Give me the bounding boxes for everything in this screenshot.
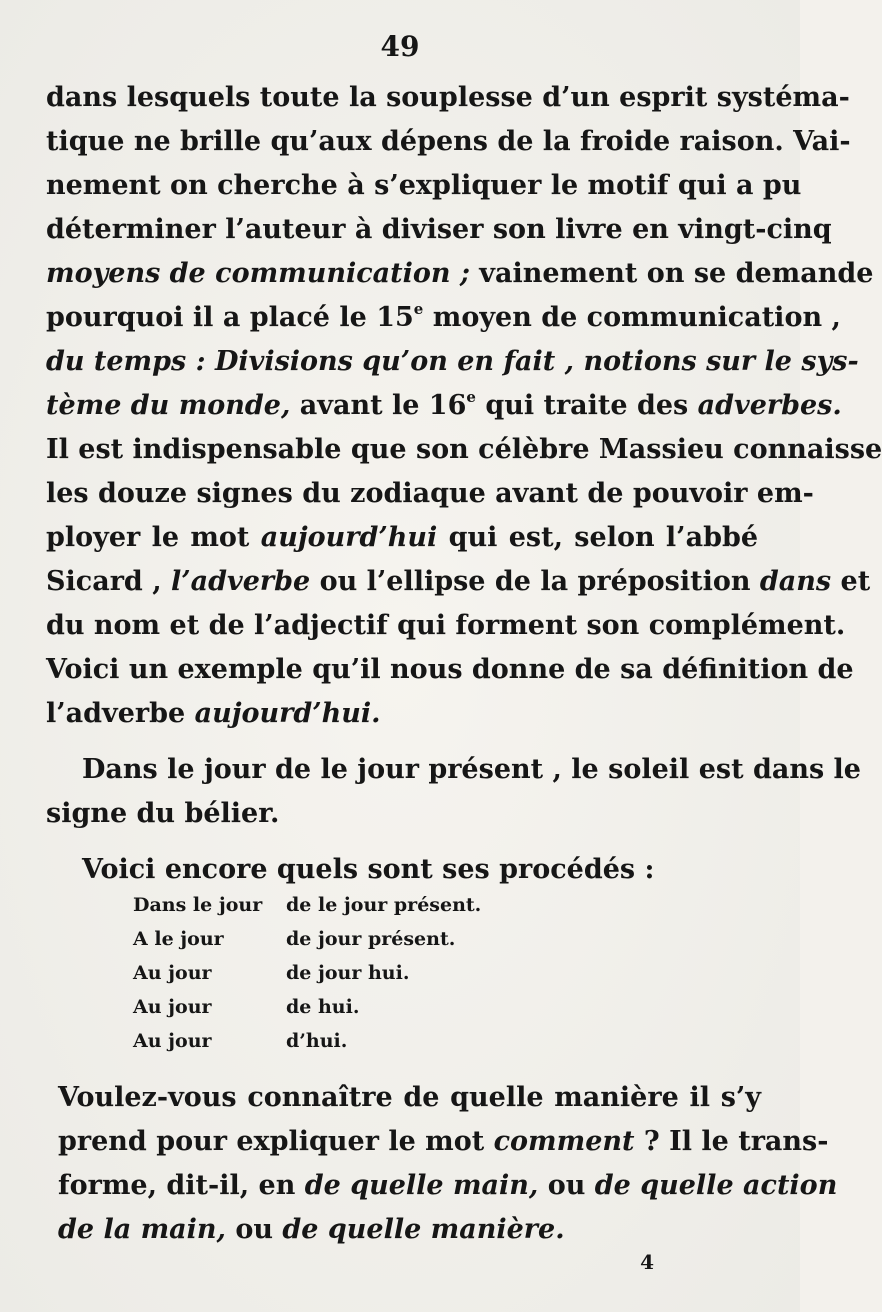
text-span: pourquoi il a placé le 15 xyxy=(46,302,414,333)
example-table xyxy=(133,888,506,1058)
paragraph-4 xyxy=(58,1076,838,1252)
text-line xyxy=(46,692,758,736)
text-span: moyen de communication , xyxy=(423,302,841,333)
text-line: les douze signes du zodiaque avant de pouvoir em- xyxy=(46,478,814,509)
italic-text: aujourd’hui xyxy=(260,522,438,553)
text-span: prend pour expliquer le mot xyxy=(58,1126,494,1157)
table-row xyxy=(133,956,506,990)
text-line: Il est indispensable que son célèbre Massieu connaisse xyxy=(46,434,882,465)
italic-text: moyens de communication ; xyxy=(46,258,470,289)
italic-text: adverbes. xyxy=(697,390,842,421)
text-span: qui traite des xyxy=(475,390,698,421)
text-span: forme, dit-il, en xyxy=(58,1170,305,1201)
text-line xyxy=(46,560,871,604)
text-line xyxy=(46,252,874,296)
text-span: l’adverbe xyxy=(46,698,195,729)
table-cell: Au jour xyxy=(133,996,212,1018)
table-cell: de jour présent. xyxy=(286,928,456,950)
table-row xyxy=(133,1024,506,1058)
text-span: ou l’ellipse de la préposition xyxy=(310,566,760,597)
table-cell: de jour hui. xyxy=(286,962,410,984)
italic-text: tème du monde, xyxy=(46,390,291,421)
table-row xyxy=(133,922,506,956)
table-cell: Dans le jour xyxy=(133,894,263,916)
italic-text: de quelle manière. xyxy=(282,1214,565,1245)
text-line: tique ne brille qu’aux dépens de la froide raison. Vai- xyxy=(46,126,851,157)
signature-mark: 4 xyxy=(640,1250,654,1274)
text-line: Voulez-vous connaître de quelle manière il s’y xyxy=(58,1082,761,1113)
text-line xyxy=(46,516,758,560)
text-line xyxy=(58,1208,761,1252)
text-line: dans lesquels toute la souplesse d’un esprit systéma- xyxy=(46,82,850,113)
text-line: déterminer l’auteur à diviser son livre en vingt-cinq xyxy=(46,214,832,245)
table-cell: d’hui. xyxy=(286,1030,348,1052)
italic-text: aujourd’hui. xyxy=(194,698,381,729)
table-cell: Au jour xyxy=(133,1030,212,1052)
text-span: vainement on se demande xyxy=(469,258,874,289)
table-cell: A le jour xyxy=(133,928,224,950)
text-span: ? Il le trans- xyxy=(634,1126,829,1157)
superscript: e xyxy=(466,388,476,406)
table-cell: de hui. xyxy=(286,996,360,1018)
text-span: et xyxy=(831,566,871,597)
text-span: avant le 16 xyxy=(290,390,467,421)
text-line xyxy=(46,340,859,384)
italic-text: de quelle main, xyxy=(304,1170,539,1201)
italic-text: de la main, xyxy=(58,1214,226,1245)
italic-text: l’adverbe xyxy=(171,566,311,597)
italic-text: dans xyxy=(759,566,832,597)
italic-text: comment xyxy=(493,1126,635,1157)
text-line: Dans le jour de le jour présent , le soleil est dans le xyxy=(82,754,861,785)
table-row xyxy=(133,990,506,1024)
text-line xyxy=(58,1120,829,1164)
text-span: ou xyxy=(225,1214,283,1245)
table-cell: de le jour présent. xyxy=(286,894,482,916)
italic-text: de quelle action xyxy=(594,1170,838,1201)
text-span: qui est, selon l’abbé xyxy=(437,522,759,553)
table-cell: Au jour xyxy=(133,962,212,984)
text-line: Voici un exemple qu’il nous donne de sa définition de xyxy=(46,654,854,685)
text-line: nement on cherche à s’expliquer le motif qui a pu xyxy=(46,170,802,201)
page-number: 49 xyxy=(380,30,420,63)
text-span: ployer le mot xyxy=(46,522,261,553)
superscript: e xyxy=(413,300,424,318)
text-span: ou xyxy=(538,1170,595,1201)
table-row xyxy=(133,888,506,922)
text-line xyxy=(46,384,842,428)
italic-text: du temps : Divisions qu’on en fait , notions sur le sys- xyxy=(46,346,859,377)
text-span: Sicard , xyxy=(46,566,171,597)
paragraph-1 xyxy=(46,76,882,892)
text-line: Voici encore quels sont ses procédés : xyxy=(82,854,655,885)
text-line: signe du bélier. xyxy=(46,798,280,829)
text-line xyxy=(46,296,841,340)
text-line xyxy=(58,1164,838,1208)
text-line: du nom et de l’adjectif qui forment son complément. xyxy=(46,610,846,641)
